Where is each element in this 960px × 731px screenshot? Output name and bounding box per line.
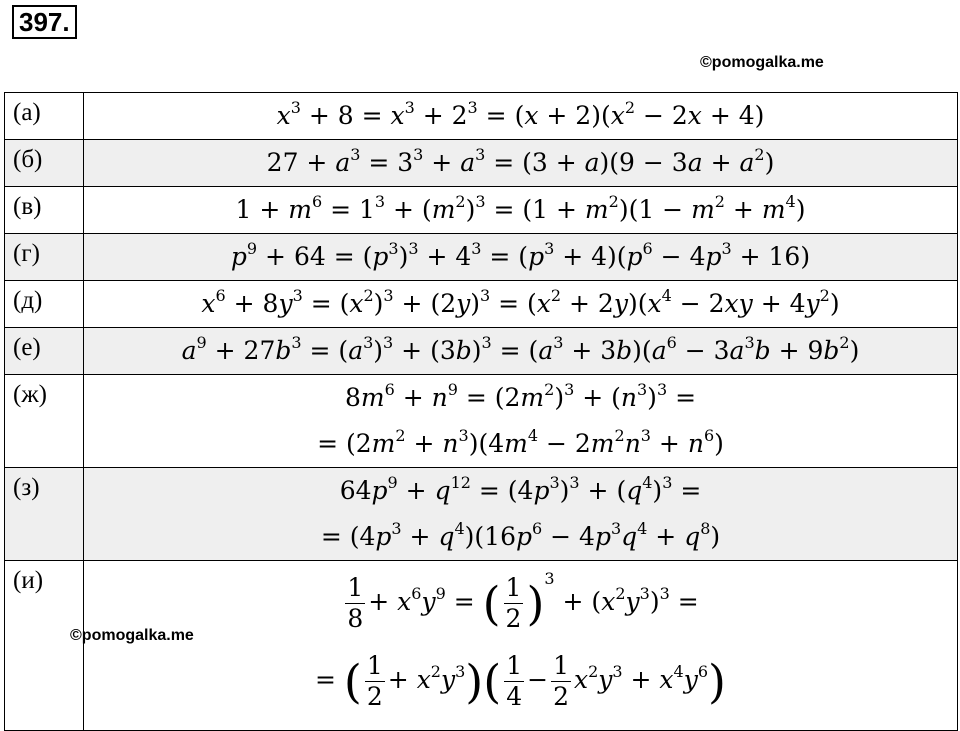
table-row	[5, 140, 958, 187]
formula-zh: $8m^6 + n^9 = (2m^2)^3 + (n^3)^3$ = = $(2m^2 + n^3)(4m^4 - 2m^2n^3 + n^6)$	[84, 375, 958, 468]
row-label: (е)	[5, 328, 84, 375]
row-label: (г)	[5, 234, 84, 281]
table-row	[5, 234, 958, 281]
table-row	[5, 375, 958, 468]
table-row	[5, 281, 958, 328]
formula-i: $\frac{1}{8}$ + $x^6y^9$ = ( $\frac{1}{2}$ )$^3 + (x^2y^3)^3$ = = ( $\frac{1}{2}$ + $x^2y^3$)( $\frac{1}{4}$ − $\frac{1}{2}$ $x^2y^3 + x^4y^6$)	[84, 561, 958, 731]
table-row	[5, 328, 958, 375]
table-row	[5, 187, 958, 234]
problem-number: 397.	[12, 5, 77, 39]
watermark-top: ©pomogalka.me	[700, 54, 824, 71]
formula-e: $a^9 + 27b^3 = (a^3)^3 + (3b)^3 = (a^3 + 3b)(a^6 - 3a^3b + 9b^2)$	[84, 328, 958, 375]
row-label: (д)	[5, 281, 84, 328]
watermark-bottom: ©pomogalka.me	[70, 627, 194, 644]
formula-a: $x^3 + 8 = x^3 + 2^3 = (x + 2)(x^2 - 2x + 4)$	[84, 93, 958, 140]
formula-g: $p^9 + 64 = (p^3)^3 + 4^3 = (p^3 + 4)(p^6 - 4p^3 + 16)$	[84, 234, 958, 281]
formula-v: $1 + m^6 = 1^3 + (m^2)^3 = (1 + m^2)(1 - m^2 + m^4)$	[84, 187, 958, 234]
row-label: (а)	[5, 93, 84, 140]
row-label: (ж)	[5, 375, 84, 468]
table-row	[5, 561, 958, 731]
formula-b: $27 + a^3 = 3^3 + a^3 = (3 + a)(9 - 3a + a^2)$	[84, 140, 958, 187]
row-label: (в)	[5, 187, 84, 234]
row-label: (и)	[5, 561, 84, 731]
row-label: (з)	[5, 468, 84, 561]
table-row	[5, 93, 958, 140]
row-label: (б)	[5, 140, 84, 187]
formula-d: $x^6 + 8y^3 = (x^2)^3 + (2y)^3 = (x^2 + 2y)(x^4 - 2xy + 4y^2)$	[84, 281, 958, 328]
formula-z: $64p^9 + q^{12} = (4p^3)^3 + (q^4)^3$ = = $(4p^3 + q^4)(16p^6 - 4p^3q^4 + q^8)$	[84, 468, 958, 561]
table-row	[5, 468, 958, 561]
